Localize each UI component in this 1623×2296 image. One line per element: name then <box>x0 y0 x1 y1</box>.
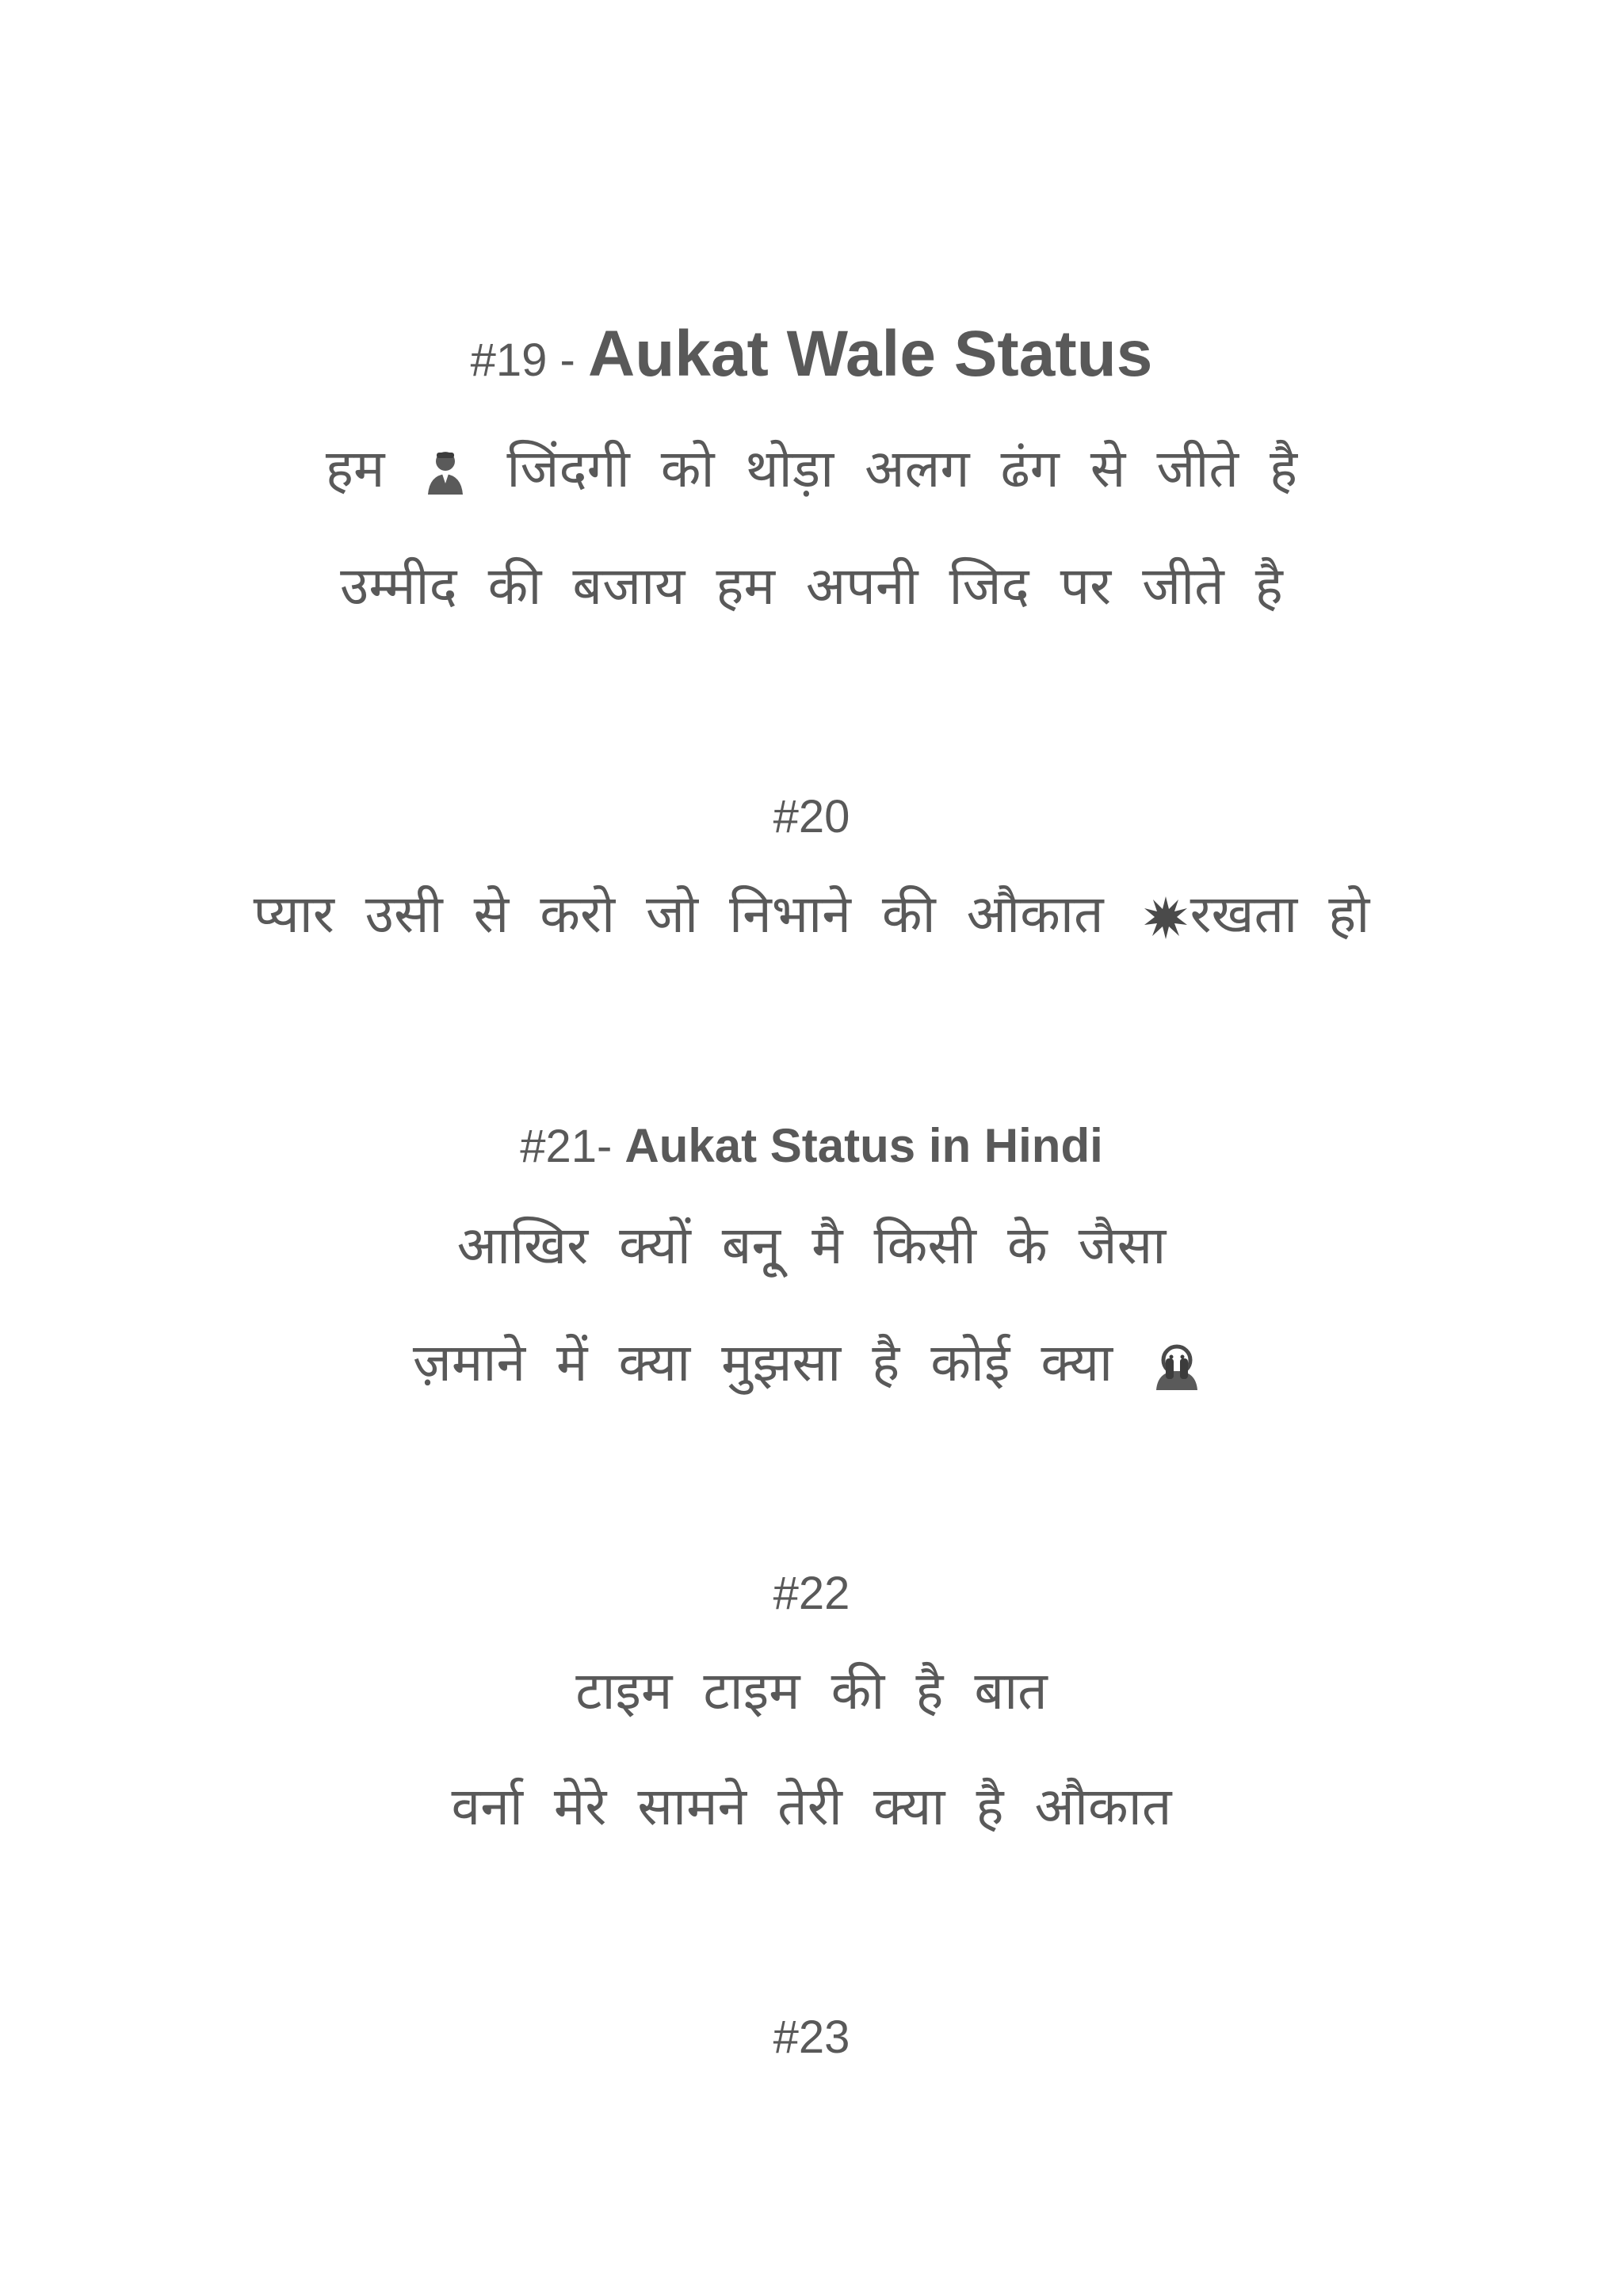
section-20-number: #20 <box>773 791 850 842</box>
section-21-heading <box>0 1117 1623 1175</box>
section-21-line-2 <box>0 1331 1623 1394</box>
section-19-line-2: उम्मीद की बजाय हम अपनी जिद पर जीते है <box>340 556 1283 617</box>
section-20-line-1-start: प्यार उसी से करो जो निभाने की औकात <box>253 884 1104 945</box>
section-23-number: #23 <box>773 2011 850 2063</box>
section-19-line-1-start: हम <box>325 438 385 499</box>
section-19-title: Aukat Wale Status <box>587 318 1153 390</box>
section-22-line-1: टाइम टाइम की है बात <box>575 1660 1048 1721</box>
section-21-line-2-text: ज़माने में क्या मुझसा है कोई क्या <box>412 1332 1113 1393</box>
section-21-title: Aukat Status in Hindi <box>624 1119 1103 1172</box>
man-icon <box>423 449 468 496</box>
section-19-line-1 <box>0 437 1623 500</box>
section-19-number: #19 - <box>470 334 588 386</box>
facepalm-person-icon <box>1151 1341 1202 1392</box>
burst-icon <box>1143 895 1189 941</box>
section-20-line-1 <box>0 883 1623 946</box>
section-19-heading <box>0 315 1623 393</box>
section-21-line-1: आखिर क्यों बनू् मै किसी के जैसा <box>456 1215 1167 1276</box>
section-19-line-1-end: जिंदगी को थोड़ा अलग ढंग से जीते है <box>506 438 1298 499</box>
section-22-line-2: वर्ना मेरे सामने तेरी क्या है औकात <box>451 1776 1172 1837</box>
section-22-number: #22 <box>773 1568 850 1619</box>
section-20-line-1-end: रखता हो <box>1190 884 1370 945</box>
section-21-number: #21- <box>520 1121 625 1172</box>
